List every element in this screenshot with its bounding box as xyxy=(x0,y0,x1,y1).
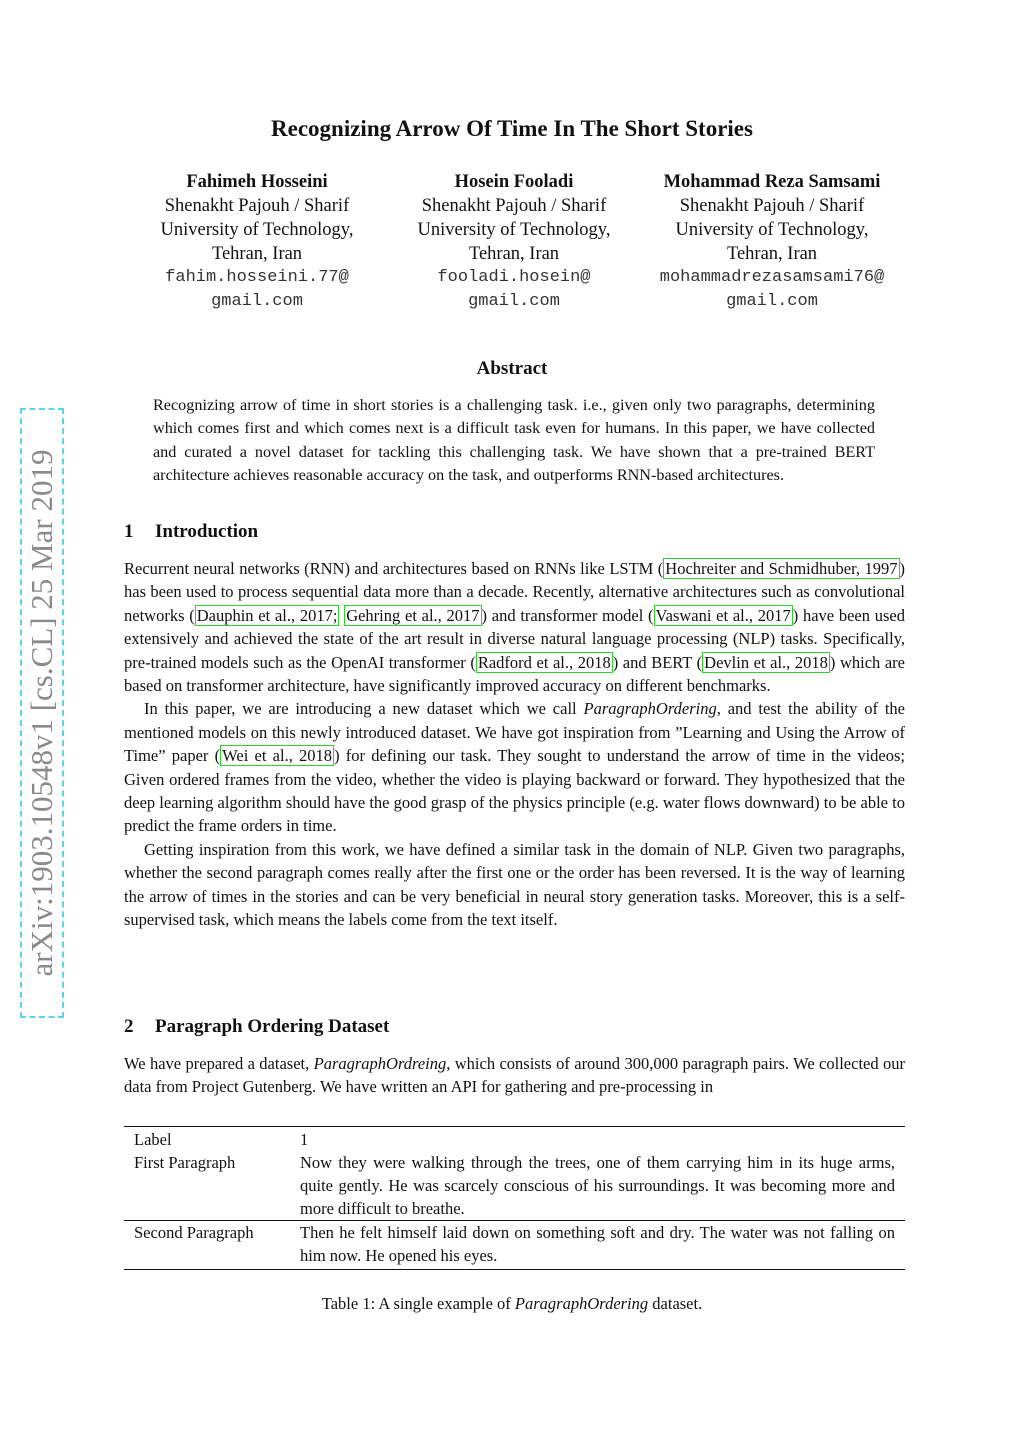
author-affiliation: University of Technology, xyxy=(675,220,869,240)
author-email-domain[interactable]: gmail.com xyxy=(726,292,818,311)
text-run: dataset. xyxy=(648,1294,703,1313)
author-affiliation: Tehran, Iran xyxy=(468,244,560,264)
dataset-name: ParagraphOrdering xyxy=(583,699,717,719)
dataset-name: ParagraphOrdering xyxy=(514,1294,649,1313)
text-run: ) which are based on transformer architecture, have significantly improved accuracy on different benchmarks. xyxy=(124,652,905,696)
text-run: ) has been used to process sequential data more than a decade. Recently, alternative architectures such as convolutional networks ( xyxy=(124,559,905,625)
table-caption xyxy=(0,1294,1024,1314)
text-run: ) and BERT ( xyxy=(612,652,703,672)
citation-link[interactable]: Radford et al., 2018 xyxy=(477,652,611,672)
author-affiliation: University of Technology, xyxy=(417,220,611,240)
example-table xyxy=(124,1126,905,1270)
author-block-2 xyxy=(379,170,649,314)
author-affiliation: Shenakht Pajouh / Sharif xyxy=(679,196,865,216)
text-run: Recurrent neural networks (RNN) and architectures based on RNNs like LSTM ( xyxy=(124,559,664,578)
author-name: Mohammad Reza Samsami xyxy=(663,172,881,192)
section-number: 2 xyxy=(124,1016,134,1037)
table-row xyxy=(124,1151,905,1221)
author-affiliation: Tehran, Iran xyxy=(211,244,303,264)
dataset-body xyxy=(124,1052,905,1099)
author-email-domain[interactable]: gmail.com xyxy=(211,292,303,311)
author-name: Fahimeh Hosseini xyxy=(186,172,328,192)
section-heading-introduction xyxy=(124,521,258,543)
text-run: ) and transformer model ( xyxy=(481,605,654,625)
text-run: We have prepared a dataset, xyxy=(124,1054,314,1073)
paragraph xyxy=(124,1052,905,1099)
table-row xyxy=(124,1127,905,1152)
citation-link[interactable]: Devlin et al., 2018 xyxy=(704,652,828,672)
table-cell-value: Now they were walking through the trees, one of them carrying him in its huge arms, quite gently. He was scarcely conscious of his surroundings. It was becoming more and more difficult to breathe. xyxy=(290,1151,905,1221)
citation-link[interactable]: Hochreiter and Schmidhuber, 1997 xyxy=(665,559,898,578)
citation-link[interactable]: Wei et al., 2018 xyxy=(222,746,333,766)
table-cell-label: Second Paragraph xyxy=(124,1221,290,1270)
text-run: , which consists of around 300,000 paragraph pairs. We collected our data from Project Gutenberg. We have written an API for gathering and pre-processing in xyxy=(124,1054,905,1097)
author-block-1 xyxy=(122,170,392,314)
section-number: 1 xyxy=(124,521,134,542)
author-affiliation: University of Technology, xyxy=(160,220,354,240)
author-email[interactable]: fahim.hosseini.77@ xyxy=(165,268,349,287)
text-run: In this paper, we are introducing a new dataset which we call xyxy=(144,699,584,719)
paragraph xyxy=(124,557,905,697)
author-affiliation: Shenakht Pajouh / Sharif xyxy=(164,196,350,216)
section-heading-dataset xyxy=(124,1016,389,1038)
dataset-name: ParagraphOrdreing xyxy=(313,1054,447,1073)
table-cell-label: First Paragraph xyxy=(124,1151,290,1221)
section-title: Introduction xyxy=(155,521,259,542)
author-email[interactable]: fooladi.hosein@ xyxy=(437,268,591,287)
section-title: Paragraph Ordering Dataset xyxy=(155,1016,390,1037)
paragraph xyxy=(124,697,905,837)
author-block-3 xyxy=(636,170,908,314)
author-email-domain[interactable]: gmail.com xyxy=(468,292,560,311)
paragraph: Getting inspiration from this work, we have defined a similar task in the domain of NLP. Given two paragraphs, whether the second paragraph comes really after the first one or the order has been reversed. It is the way of learning the arrow of times in the stories and can be very beneficial in neural story generation tasks. Moreover, this is a self-supervised task, which means the labels come from the text itself. xyxy=(124,839,905,930)
table-cell-value: 1 xyxy=(290,1127,905,1152)
text-run: , and test the ability of the mentioned models on this newly introduced dataset. We have got inspiration from ”Learning and Using the Arrow of Time” paper ( xyxy=(124,699,905,766)
citation-link[interactable]: Gehring et al., 2017 xyxy=(346,605,480,625)
paper-title: Recognizing Arrow Of Time In The Short Stories xyxy=(271,116,753,141)
text-run: ) for defining our task. They sought to understand the arrow of time in the videos; Given ordered frames from the video, whether the video is playing backward or forward. They hypothesized that the deep learning algorithm should have the good grasp of the physics principle (e.g. water flows downward) to be able to predict the frame orders in time. xyxy=(124,746,906,836)
abstract-text: Recognizing arrow of time in short stories is a challenging task. i.e., given only two paragraphs, determining which comes first and which comes next is a difficult task even for humans. In this paper, we have collected and curated a novel dataset for tackling this challenging task. We have shown that a pre-trained BERT architecture achieves reasonable accuracy on the task, and outperforms RNN-based architectures. xyxy=(153,396,875,485)
abstract-heading: Abstract xyxy=(476,358,548,379)
arxiv-watermark[interactable] xyxy=(20,408,64,1018)
introduction-body xyxy=(124,557,905,932)
text-run: Table 1: A single example of xyxy=(321,1294,515,1313)
text-run: ) have been used extensively and achieved the state of the art result in diverse natural language processing (NLP) tasks. Specifically, pre-trained models such as the OpenAI transformer ( xyxy=(124,605,905,672)
author-email[interactable]: mohammadrezasamsami76@ xyxy=(659,268,885,287)
table-cell-value: Then he felt himself laid down on something soft and dry. The water was not falling on him now. He opened his eyes. xyxy=(290,1221,905,1270)
author-affiliation: Shenakht Pajouh / Sharif xyxy=(421,196,607,216)
arxiv-identifier: arXiv:1903.10548v1 [cs.CL] 25 Mar 2019 xyxy=(24,449,59,977)
citation-link[interactable]: Dauphin et al., 2017; xyxy=(196,605,338,625)
author-affiliation: Tehran, Iran xyxy=(726,244,818,264)
table-cell-label: Label xyxy=(124,1127,290,1152)
author-name: Hosein Fooladi xyxy=(454,172,574,192)
citation-link[interactable]: Vaswani et al., 2017 xyxy=(655,605,791,625)
table-row xyxy=(124,1221,905,1270)
